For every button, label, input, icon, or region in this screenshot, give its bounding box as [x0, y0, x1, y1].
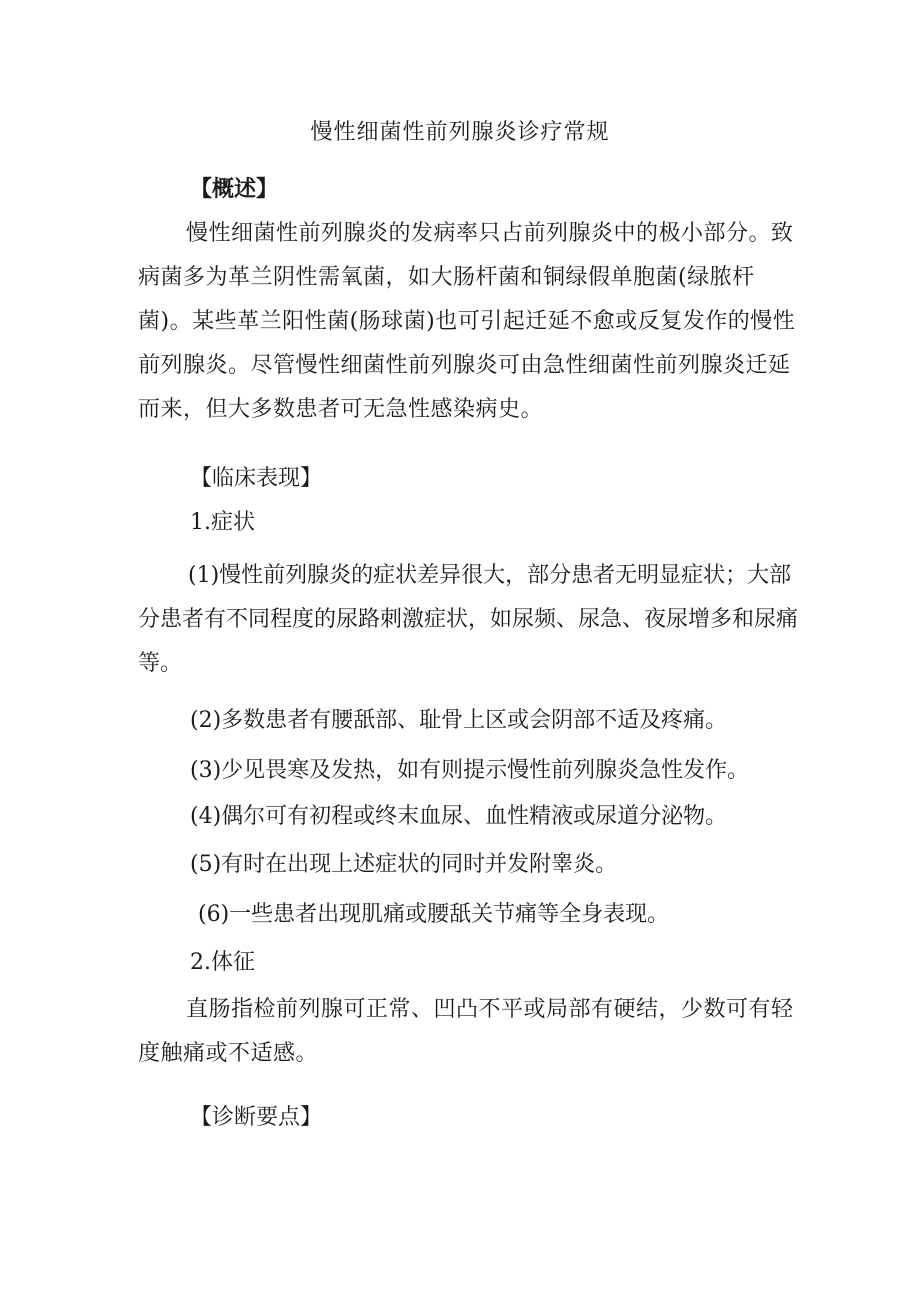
symptom-item-3: (3)少见畏寒及发热，如有则提示慢性前列腺炎急性发作。 — [190, 758, 750, 783]
signs-heading: 2.体征 — [190, 950, 255, 975]
symptom-item-6: (6)一些患者出现肌痛或腰舐关节痛等全身表现。 — [198, 902, 670, 927]
document-title: 慢性细菌性前列腺炎诊疗常规 — [310, 120, 610, 145]
overview-heading: 【概述】 — [190, 176, 279, 202]
diagnosis-heading: 【诊断要点】 — [190, 1105, 323, 1130]
symptom-item-5: (5)有时在出现上述症状的同时并发附睾炎。 — [190, 852, 618, 877]
symptom-item-1: (1)慢性前列腺炎的症状差异很大，部分患者无明显症状；大部分患者有不同程度的尿路刺激症状，如尿频、尿急、夜尿增多和尿痛等。 — [138, 563, 799, 676]
signs-paragraph: 直肠指检前列腺可正常、凹凸不平或局部有硬结，少数可有轻度触痛或不适感。 — [138, 997, 794, 1066]
clinical-heading: 【临床表现】 — [190, 466, 323, 491]
symptoms-heading: 1.症状 — [190, 510, 255, 535]
symptom-item-4: (4)偶尔可有初程或终末血尿、血性精液或尿道分泌物。 — [190, 804, 728, 829]
overview-paragraph: 慢性细菌性前列腺炎的发病率只占前列腺炎中的极小部分。致病菌多为革兰阴性需氧菌，如大肠杆菌和铜绿假单胞菌(绿脓杆菌)。某些革兰阳性菌(肠球菌)也可引起迁延不愈或反复发作的慢性前列腺炎。尽管慢性细菌性前列腺炎可由急性细菌性前列腺炎迁延而来，但大多数患者可无急性感染病史。 — [138, 221, 796, 422]
symptom-item-2: (2)多数患者有腰舐部、耻骨上区或会阴部不适及疼痛。 — [190, 708, 728, 733]
